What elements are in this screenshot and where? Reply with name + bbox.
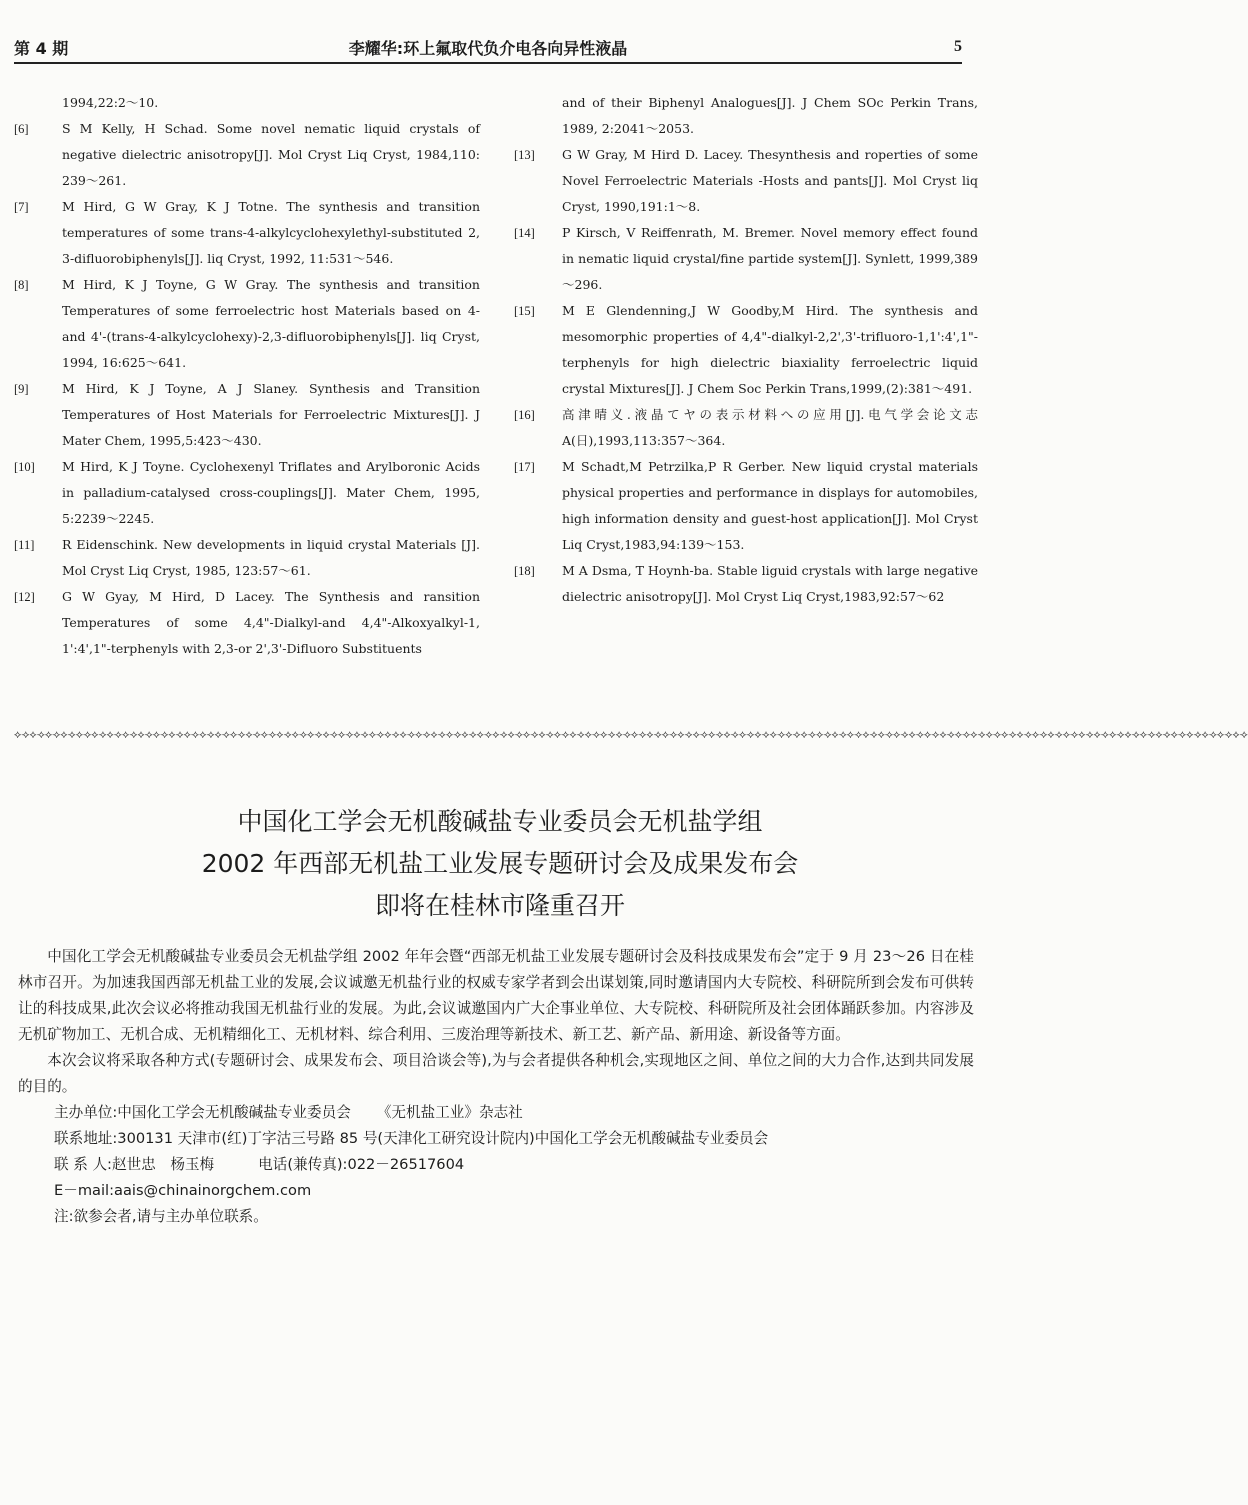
organizer-label: 主办单位: xyxy=(54,1104,118,1121)
contact-label: 联 系 人: xyxy=(54,1156,112,1173)
address-text: 300131 天津市(红)丁字沽三号路 85 号(天津化工研究设计院内)中国化工学会无机酸碱盐专业委员会 xyxy=(117,1130,769,1147)
references-left-column xyxy=(14,90,480,662)
reference-number: [13] xyxy=(514,148,535,162)
reference-item xyxy=(514,142,978,220)
announcement-title-line2: 2002 年西部无机盐工业发展专题研讨会及成果发布会 xyxy=(201,849,799,878)
reference-number: [12] xyxy=(14,590,35,604)
reference-continuation: and of their Biphenyl Analogues[J]. J Chem SOc Perkin Trans, 1989, 2:2041～2053. xyxy=(562,95,978,136)
reference-item xyxy=(14,532,480,584)
organizer-line xyxy=(18,1100,974,1126)
reference-text: M A Dsma, T Hoynh-ba. Stable liguid crystals with large negative dielectric anisotropy[J]. Mol Cryst Liq Cryst,1983,92:57～62 xyxy=(562,563,978,604)
reference-item xyxy=(514,298,978,402)
announcement-paragraph-2: 本次会议将采取各种方式(专题研讨会、成果发布会、项目洽谈会等),为与会者提供各种机会,实现地区之间、单位之间的大力合作,达到共同发展的目的。 xyxy=(18,1052,974,1095)
phone-number: 022－26517604 xyxy=(347,1156,465,1173)
references-right-column xyxy=(514,90,978,610)
contact-names: 赵世忠 杨玉梅 xyxy=(111,1156,215,1173)
reference-item xyxy=(14,116,480,194)
reference-item xyxy=(14,584,480,662)
issue-number: 第 4 期 xyxy=(14,39,69,58)
reference-number: [7] xyxy=(14,200,29,214)
reference-text: M Hird, K J Toyne, G W Gray. The synthesis and transition Temperatures of some ferroelectric host Materials based on 4-and 4'-(trans-4-alkylcyclohexy)-2,3-difluorobiphenyls[J]. liq Cryst, 1994, 16:625～641. xyxy=(62,277,480,370)
reference-number: [11] xyxy=(14,538,35,552)
reference-item xyxy=(514,454,978,558)
organizer-2: 《无机盐工业》杂志社 xyxy=(376,1104,523,1121)
reference-text: M E Glendenning,J W Goodby,M Hird. The synthesis and mesomorphic properties of 4,4"-dialkyl-2,2',3'-trifluoro-1,1':4',1"-terphenyls for high dielectric biaxiality ferroelectric liquid crystal Mixtures[J]. J Chem Soc Perkin Trans,1999,(2):381～491. xyxy=(562,303,978,396)
phone-label: 电话(兼传真): xyxy=(258,1156,348,1173)
contact-line xyxy=(18,1152,974,1178)
reference-text: P Kirsch, V Reiffenrath, M. Bremer. Novel memory effect found in nematic liquid crystal/fine partide system[J]. Synlett, 1999,389～296. xyxy=(562,225,978,292)
reference-number: [14] xyxy=(514,226,535,240)
reference-item xyxy=(14,376,480,454)
reference-text: M Hird, K J Toyne. Cyclohexenyl Triflates and Arylboronic Acids in palladium-catalysed cross-couplings[J]. Mater Chem, 1995, 5:2239～2245. xyxy=(62,459,480,526)
page-number: 5 xyxy=(954,38,962,55)
reference-text: G W Gyay, M Hird, D Lacey. The Synthesis and ransition Temperatures of some 4,4"-Dialkyl-and 4,4"-Alkoxyalkyl-1, 1':4',1"-terphenyls with 2,3-or 2',3'-Difluoro Substituents xyxy=(62,589,480,656)
reference-number: [17] xyxy=(514,460,535,474)
email-line xyxy=(18,1178,974,1204)
page-header xyxy=(14,24,962,64)
announcement-paragraph-1: 中国化工学会无机酸碱盐专业委员会无机盐学组 2002 年年会暨“西部无机盐工业发展专题研讨会及科技成果发布会”定于 9 月 23～26 日在桂林市召开。为加速我国西部无机盐工业的发展,会议诚邀无机盐行业的权威专家学者到会出谋划策,同时邀请国内大专院校、科研院所到会发布可供转让的科技成果,此次会议必将推动我国无机盐行业的发展。为此,会议诚邀国内广大企事业单位、大专院校、科研院所及社会团体踊跃参加。内容涉及无机矿物加工、无机合成、无机精细化工、无机材料、综合利用、三废治理等新技术、新工艺、新产品、新用途、新设备等方面。 xyxy=(18,948,974,1043)
reference-item xyxy=(514,558,978,610)
reference-number: [6] xyxy=(14,122,29,136)
reference-number: [10] xyxy=(14,460,35,474)
reference-item xyxy=(14,272,480,376)
reference-text: M Schadt,M Petrzilka,P R Gerber. New liquid crystal materials physical properties and performance in displays for automobiles, high information density and guest-host application[J]. Mol Cryst Liq Cryst,1983,94:139～153. xyxy=(562,459,978,552)
reference-item xyxy=(514,402,978,454)
email-address[interactable]: aais@chinainorgchem.com xyxy=(114,1182,312,1199)
reference-text: 高津晴义.液晶てヤの表示材料への应用[J].电气学会论文志 A(日),1993,113:357～364. xyxy=(562,407,978,448)
reference-text: M Hird, G W Gray, K J Totne. The synthesis and transition temperatures of some trans-4-alkylcyclohexylethyl-substituted 2, 3-difluorobiphenyls[J]. liq Cryst, 1992, 11:531～546. xyxy=(62,199,480,266)
reference-text: M Hird, K J Toyne, A J Slaney. Synthesis and Transition Temperatures of Host Materials for Ferroelectric Mixtures[J]. J Mater Chem, 1995,5:423～430. xyxy=(62,381,480,448)
reference-text: S M Kelly, H Schad. Some novel nematic liquid crystals of negative dielectric anisotropy[J]. Mol Cryst Liq Cryst, 1984,110: 239～261. xyxy=(62,121,480,188)
running-title: 李耀华:环上氟取代负介电各向异性液晶 xyxy=(348,39,628,58)
reference-number: [18] xyxy=(514,564,535,578)
reference-number: [8] xyxy=(14,278,29,292)
email-label: E－mail: xyxy=(54,1182,114,1199)
reference-item xyxy=(514,220,978,298)
ornamental-divider: ⟡⟢⟡⟢⟡⟢⟡⟢⟡⟢⟡⟢⟡⟢⟡⟢⟡⟢⟡⟢⟡⟢⟡⟢⟡⟢⟡⟢⟡⟢⟡⟢⟡⟢⟡⟢⟡⟢⟡⟢⟡⟢⟡⟢⟡⟢⟡⟢⟡⟢⟡⟢⟡⟢⟡⟢⟡⟢⟡⟢⟡⟢⟡⟢⟡⟢⟡⟢⟡⟢⟡⟢⟡⟢⟡⟢⟡⟢⟡⟢⟡⟢⟡⟢⟡⟢⟡⟢⟡⟢⟡⟢⟡⟢⟡⟢⟡⟢⟡⟢⟡⟢⟡⟢⟡⟢⟡⟢⟡⟢⟡⟢⟡⟢⟡⟢⟡⟢⟡⟢⟡⟢⟡⟢⟡⟢⟡⟢⟡⟢⟡⟢⟡⟢⟡⟢⟡⟢⟡⟢⟡⟢⟡⟢⟡⟢⟡⟢⟡⟢⟡⟢⟡⟢⟡⟢⟡⟢⟡⟢ xyxy=(14,728,1248,741)
reference-item xyxy=(14,194,480,272)
announcement-title-line1: 中国化工学会无机酸碱盐专业委员会无机盐学组 xyxy=(237,807,763,836)
address-label: 联系地址: xyxy=(54,1130,118,1147)
announcement-title-line3: 即将在桂林市隆重召开 xyxy=(374,891,625,920)
reference-number: [9] xyxy=(14,382,29,396)
note-line: 注:欲参会者,请与主办单位联系。 xyxy=(54,1208,268,1225)
reference-number: [15] xyxy=(514,304,535,318)
reference-text: G W Gray, M Hird D. Lacey. Thesynthesis and roperties of some Novel Ferroelectric Materials -Hosts and pants[J]. Mol Cryst liq Cryst, 1990,191:1～8. xyxy=(562,147,978,214)
address-line xyxy=(18,1126,974,1152)
organizer-1: 中国化工学会无机酸碱盐专业委员会 xyxy=(117,1104,351,1121)
announcement-body xyxy=(18,944,974,1230)
reference-number: [16] xyxy=(514,408,535,422)
reference-item xyxy=(14,454,480,532)
reference-continuation: 1994,22:2～10. xyxy=(62,95,159,110)
reference-text: R Eidenschink. New developments in liquid crystal Materials [J]. Mol Cryst Liq Cryst, 1985, 123:57～61. xyxy=(62,537,480,578)
